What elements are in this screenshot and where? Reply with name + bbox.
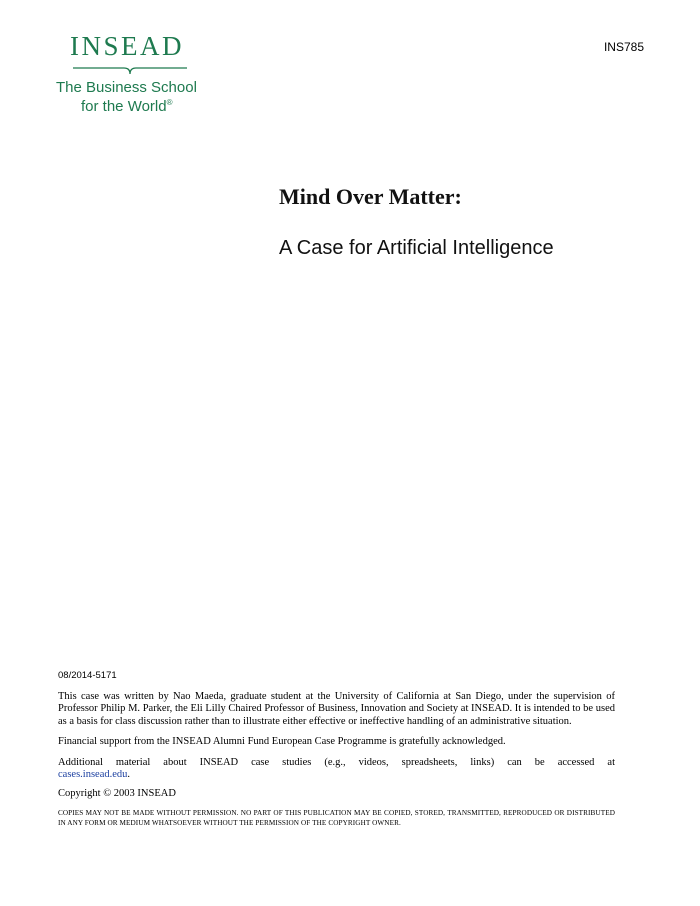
case-code: INS785 — [603, 40, 644, 54]
logo-tagline-line1: The Business School — [56, 79, 197, 96]
cases-insead-link[interactable]: cases.insead.edu — [58, 769, 128, 780]
registered-mark: ® — [166, 98, 173, 107]
logo-tagline-line2 — [81, 98, 173, 115]
case-title: Mind Over Matter: — [279, 184, 462, 209]
authorship-note: This case was written by Nao Maeda, graduate student at the University of California at San Diego, under the supervision of Professor Philip M. Parker, the Eli Lilly Chaired Professor of Business, Innovation and Society at INSEAD. It is intended to be used as a basis for class discussion rather than to illustrate either effective or ineffective handling of an administrative situation. — [58, 690, 615, 727]
case-footer — [58, 670, 615, 828]
logo-book-underline-icon — [72, 66, 188, 76]
additional-material-link-line — [58, 769, 615, 782]
reference-number: 08/2014-5171 — [58, 670, 117, 681]
logo-tagline-line2-text: for the World — [81, 98, 167, 115]
additional-material-note: Additional material about INSEAD case studies (e.g., videos, spreadsheets, links) can be accessed at — [58, 756, 615, 768]
link-suffix: . — [127, 769, 131, 780]
legal-notice: COPIES MAY NOT BE MADE WITHOUT PERMISSION. NO PART OF THIS PUBLICATION MAY BE COPIED, STORED, TRANSMITTED, REPRODUCED OR DISTRIBUTED IN ANY FORM OR MEDIUM WHATSOEVER WITHOUT THE PERMISSION OF THE COPYRIGHT OWNER. — [58, 809, 615, 827]
funding-note: Financial support from the INSEAD Alumni Fund European Case Programme is gratefully acknowledged. — [58, 736, 506, 747]
case-subtitle: A Case for Artificial Intelligence — [279, 237, 554, 259]
copyright-line: Copyright © 2003 INSEAD — [58, 787, 176, 799]
logo-wordmark: INSEAD — [70, 31, 184, 61]
